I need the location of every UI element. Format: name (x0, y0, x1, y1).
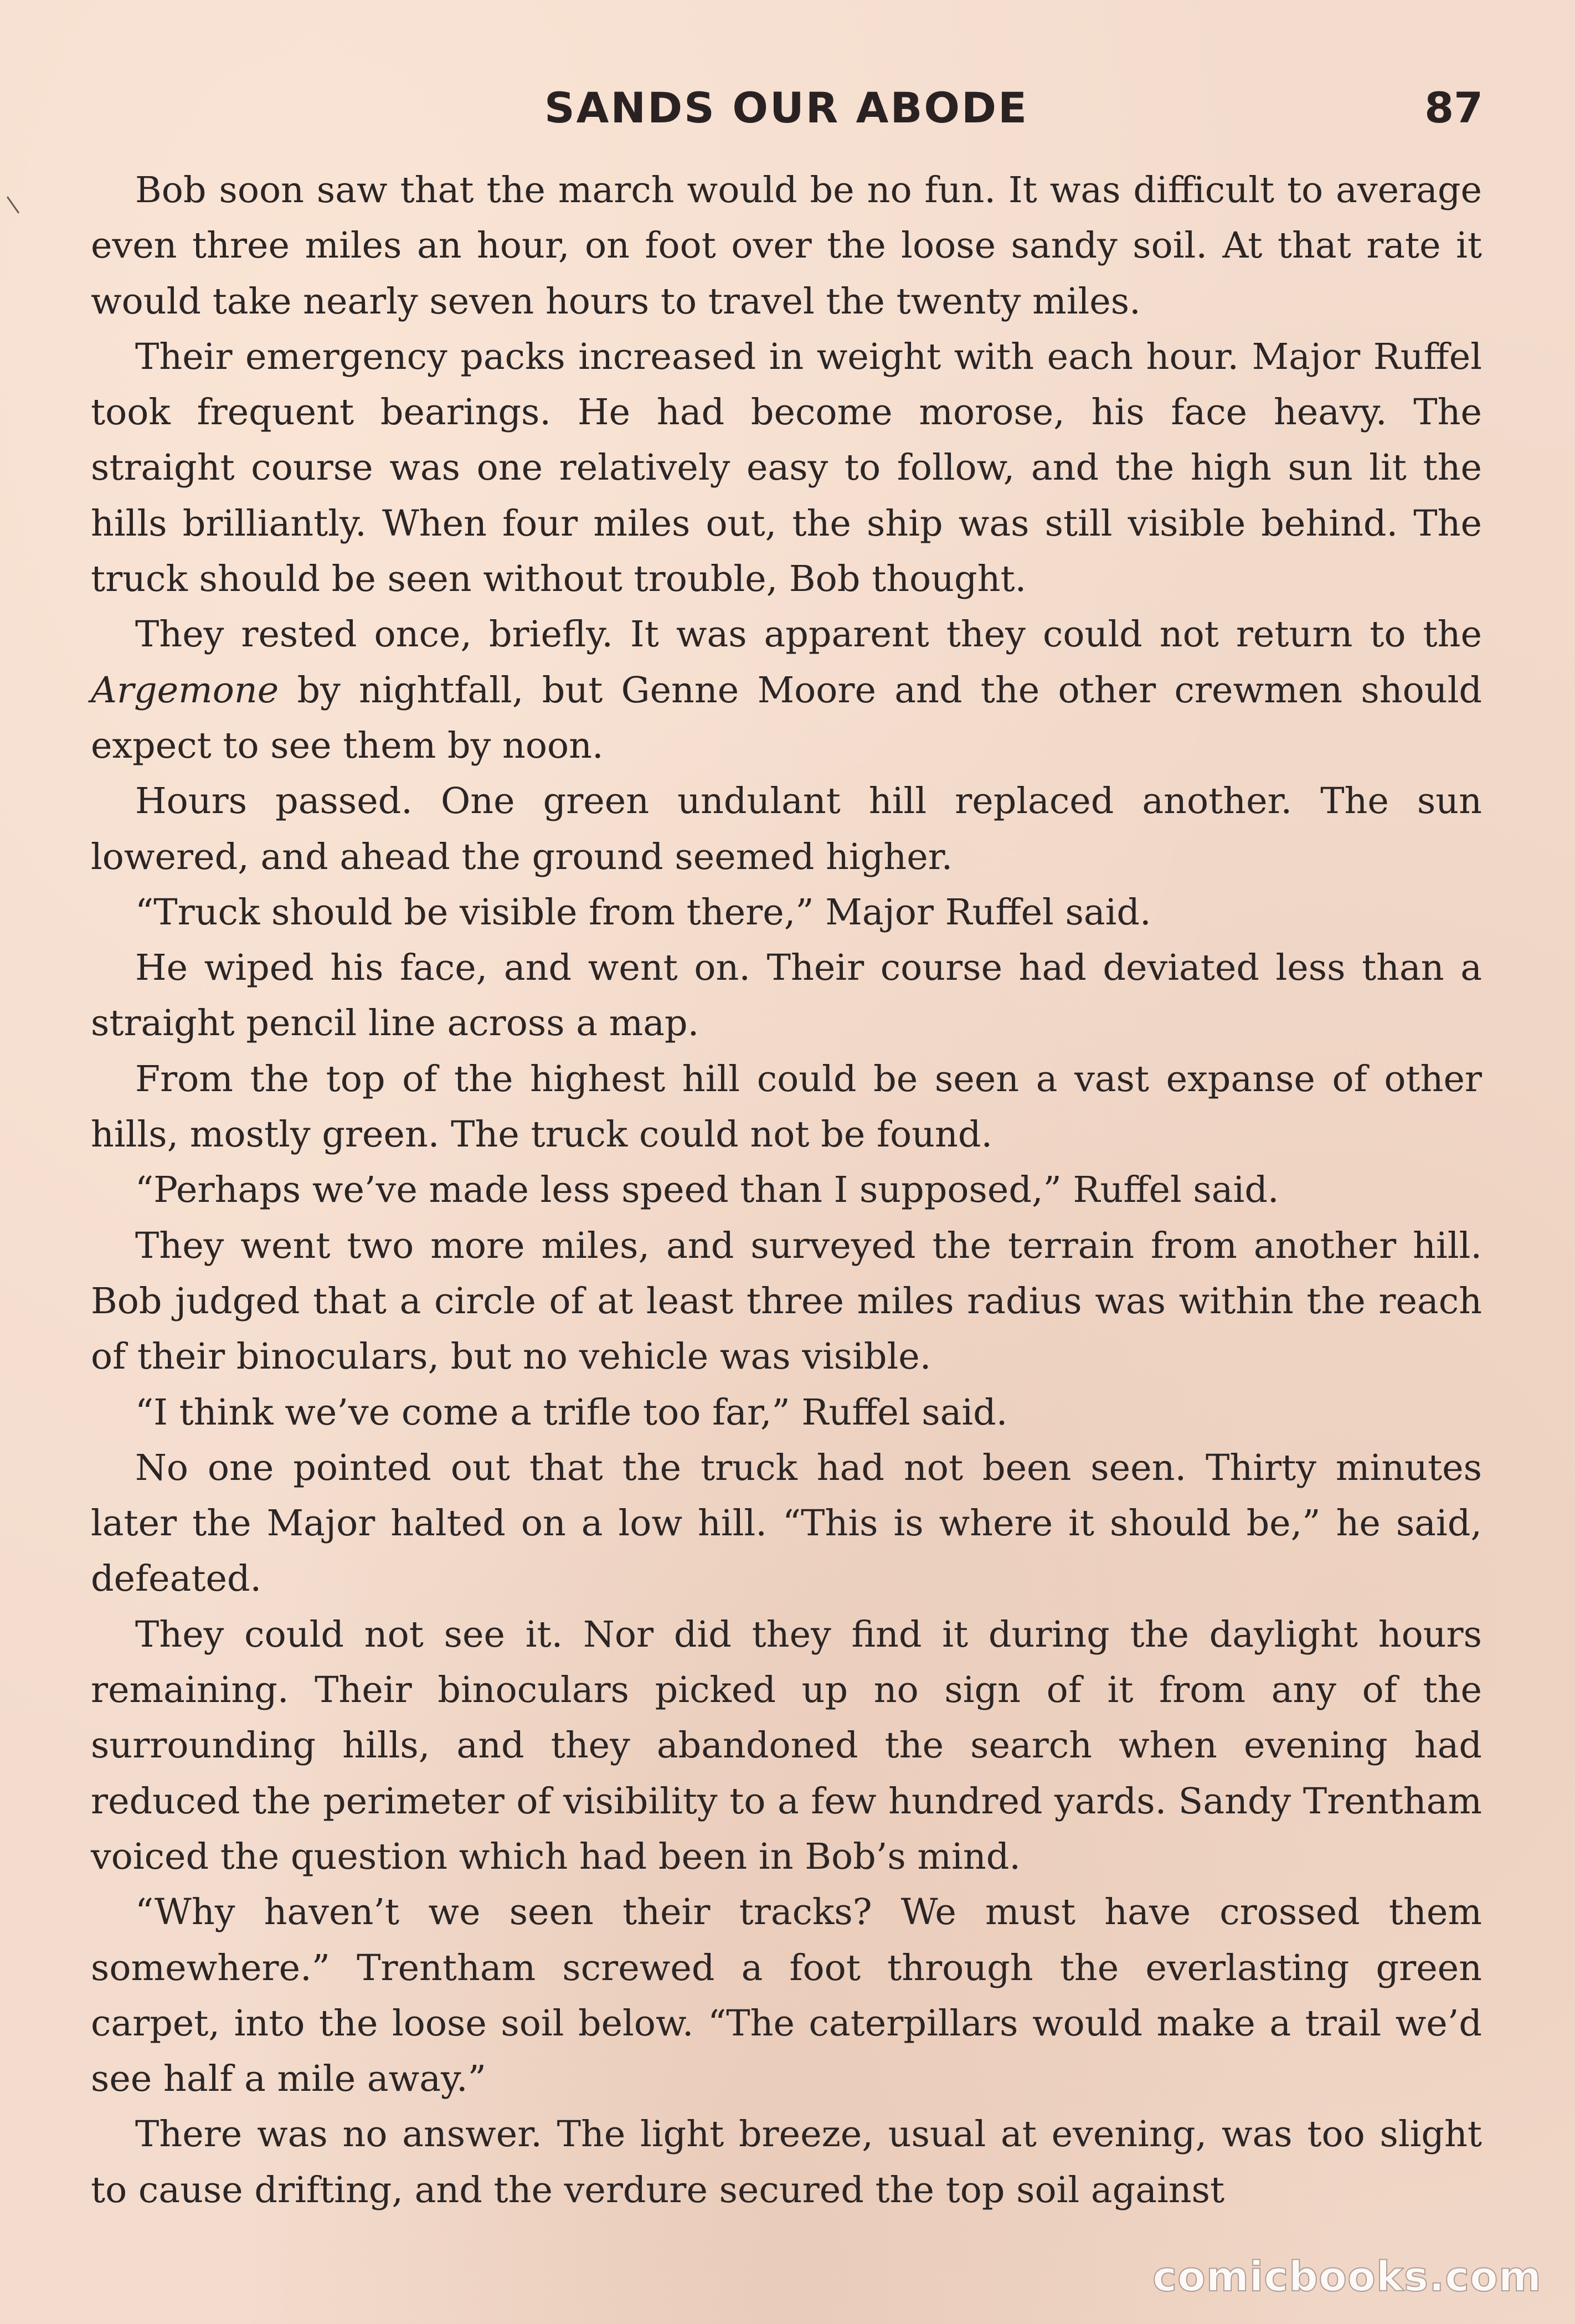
page-number: 87 (1424, 83, 1483, 132)
paragraph: They went two more miles, and surveyed the terrain from another hill. Bob judged that a circle of at least three miles radius was within the reach of their binoculars, but no vehicle was visible. (91, 1225, 1482, 1378)
paragraph-text: They rested once, briefly. It was apparent they could not return to the (135, 614, 1482, 656)
paragraph: They could not see it. Nor did they find it during the daylight hours remaining. Their binoculars picked up no sign of it from any of the surrounding hills, and they abandoned the search when evening had reduced the perimeter of visibility to a few hundred yards. Sandy Trentham voiced the question which had been in Bob’s mind. (91, 1613, 1482, 1878)
paragraph (91, 607, 1482, 774)
watermark: comicbooks.com (1152, 2253, 1542, 2301)
paragraph: “Why haven’t we seen their tracks? We must have crossed them somewhere.” Trentham screwed a foot through the everlasting green carpet, into the loose soil below. “The caterpillars would make a trail we’d see half a mile away.” (91, 1891, 1482, 2100)
paragraph: Bob soon saw that the march would be no fun. It was difficult to average even three miles an hour, on foot over the loose sandy soil. At that rate it would take nearly seven hours to travel the twenty miles. (91, 169, 1482, 322)
paragraph-text: by nightfall, but Genne Moore and the other crewmen should expect to see them by noon. (91, 669, 1482, 767)
margin-mark (7, 196, 19, 213)
paragraph: Hours passed. One green undulant hill replaced another. The sun lowered, and ahead the ground seemed higher. (91, 780, 1482, 878)
paragraph: “I think we’ve come a trifle too far,” Ruffel said. (135, 1391, 1008, 1433)
paragraph: No one pointed out that the truck had not been seen. Thirty minutes later the Major halted on a low hill. “This is where it should be,” he said, defeated. (91, 1447, 1482, 1600)
ship-name: Argemone (91, 669, 279, 711)
body-text (91, 163, 1482, 2218)
paragraph: He wiped his face, and went on. Their course had deviated less than a straight pencil line across a map. (91, 947, 1482, 1045)
page-header (89, 83, 1484, 144)
running-title: SANDS OUR ABODE (544, 83, 1029, 132)
paragraph: Their emergency packs increased in weight with each hour. Major Ruffel took frequent bearings. He had become morose, his face heavy. The straight course was one relatively easy to follow, and the high sun lit the hills brilliantly. When four miles out, the ship was still visible behind. The truck should be seen without trouble, Bob thought. (91, 336, 1482, 600)
paragraph: There was no answer. The light breeze, usual at evening, was too slight to cause drifting, and the verdure secured the top soil against (91, 2114, 1482, 2211)
paragraph: “Perhaps we’ve made less speed than I supposed,” Ruffel said. (135, 1169, 1279, 1211)
paragraph: From the top of the highest hill could be seen a vast expanse of other hills, mostly green. The truck could not be found. (91, 1058, 1482, 1156)
paragraph: “Truck should be visible from there,” Major Ruffel said. (135, 891, 1151, 933)
